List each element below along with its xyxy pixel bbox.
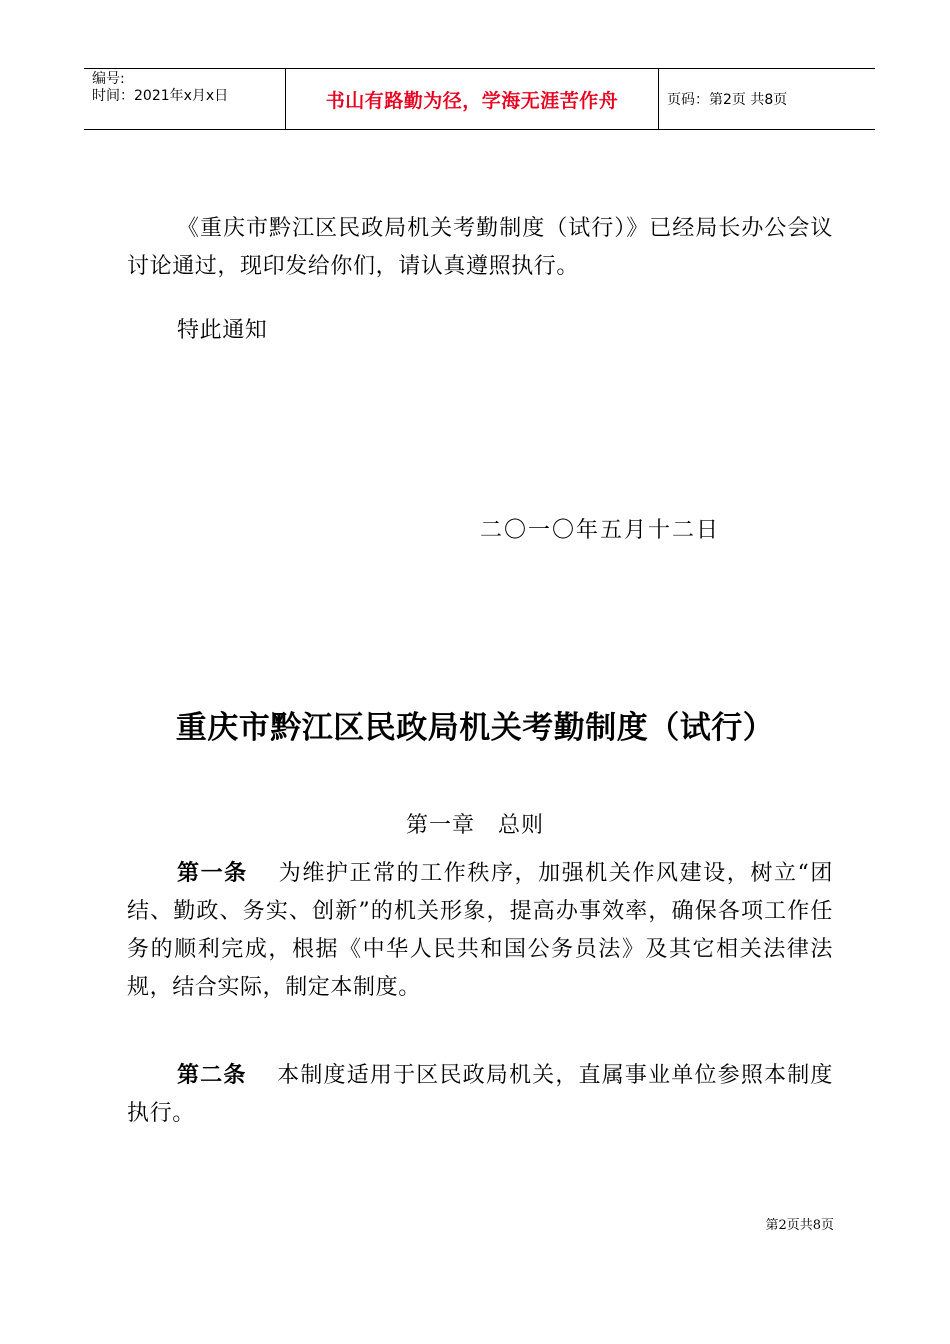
document-title: 重庆市黔江区民政局机关考勤制度（试行） [175,710,775,746]
page-label: 页码：第2页 共8页 [667,92,788,108]
article-2-text: 本制度适用于区民政局机关，直属事业单位参照本制度执行。 [127,1063,833,1126]
header-motto-cell [286,69,659,129]
number-label: 编号: [92,71,125,87]
article-1-text: 为维护正常的工作秩序，加强机关作风建设，树立“团结、勤政、务实、创新”的机关形象，提高办事效率，确保各项工作任务的顺利完成，根据《中华人民共和国公务员法》及其它相关法律法规，结合实际，制定本制度。 [127,861,833,1000]
page-header [84,68,875,130]
motto: 书山有路勤为径，学海无涯苦作舟 [325,89,619,112]
article-2-label: 第二条 [177,1063,247,1088]
article-1-label: 第一条 [177,861,248,886]
header-page-cell [659,69,875,129]
time-label: 时间：2021年x月x日 [92,88,229,104]
article-2 [127,1057,833,1133]
notice-paragraph: 《重庆市黔江区民政局机关考勤制度（试行）》已经局长办公会议讨论通过，现印发给你们，请认真遵照执行。 [127,216,833,279]
page-footer: 第2页共8页 [765,1218,834,1233]
header-meta [84,69,286,129]
article-1 [127,855,833,1007]
notice-date: 二〇一〇年五月十二日 [480,518,721,543]
chapter-heading: 第一章 总则 [405,813,544,838]
notice-closing: 特此通知 [177,318,268,343]
